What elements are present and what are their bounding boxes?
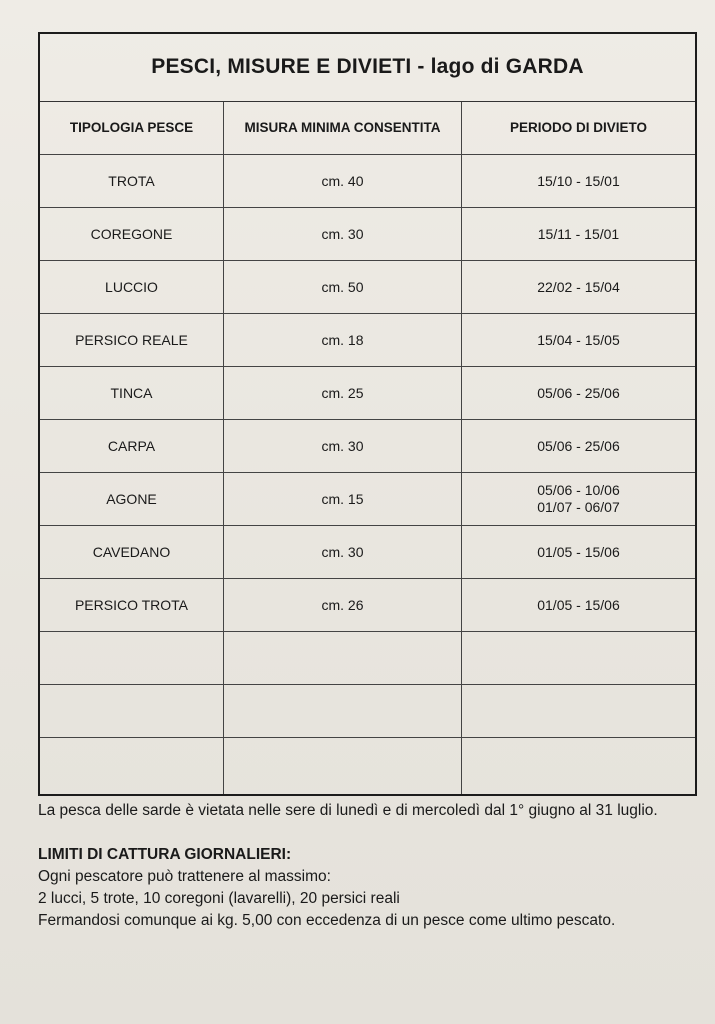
table-row [40, 526, 695, 579]
period-line: 15/04 - 15/05 [537, 331, 620, 348]
min-size-cell: cm. 30 [224, 208, 462, 260]
table-row [40, 314, 695, 367]
min-size-cell: cm. 30 [224, 526, 462, 578]
species-cell: AGONE [40, 473, 224, 525]
period-cell [462, 208, 695, 260]
species-cell: PERSICO REALE [40, 314, 224, 366]
period-cell [462, 526, 695, 578]
min-size-cell: cm. 30 [224, 420, 462, 472]
min-size-cell: cm. 25 [224, 367, 462, 419]
period-line: 05/06 - 10/06 [537, 482, 620, 499]
header-species: TIPOLOGIA PESCE [40, 102, 224, 154]
table-row [40, 155, 695, 208]
species-cell: TINCA [40, 367, 224, 419]
min-size-cell: cm. 26 [224, 579, 462, 631]
table-row [40, 261, 695, 314]
table-row [40, 208, 695, 261]
limits-line: Fermandosi comunque ai kg. 5,00 con eccedenza di un pesce come ultimo pescato. [38, 912, 616, 929]
min-size-cell [224, 685, 462, 737]
species-cell [40, 632, 224, 684]
species-cell: CARPA [40, 420, 224, 472]
period-line: 15/10 - 15/01 [537, 172, 620, 189]
species-cell: CAVEDANO [40, 526, 224, 578]
limits-line: 2 lucci, 5 trote, 10 coregoni (lavarelli), 20 persici reali [38, 890, 400, 907]
period-cell [462, 473, 695, 525]
table-row [40, 685, 695, 738]
period-cell [462, 738, 695, 794]
table-row [40, 367, 695, 420]
table-body [40, 155, 695, 794]
species-cell: PERSICO TROTA [40, 579, 224, 631]
min-size-cell: cm. 40 [224, 155, 462, 207]
period-cell [462, 579, 695, 631]
table-row [40, 579, 695, 632]
min-size-cell: cm. 50 [224, 261, 462, 313]
period-cell [462, 314, 695, 366]
min-size-cell [224, 632, 462, 684]
species-cell: COREGONE [40, 208, 224, 260]
period-line: 01/05 - 15/06 [537, 596, 620, 613]
period-cell [462, 261, 695, 313]
species-cell [40, 738, 224, 794]
table-row [40, 632, 695, 685]
period-line: 22/02 - 15/04 [537, 278, 620, 295]
min-size-cell [224, 738, 462, 794]
min-size-cell: cm. 18 [224, 314, 462, 366]
header-period: PERIODO DI DIVIETO [509, 119, 648, 135]
table-row [40, 420, 695, 473]
table-title: PESCI, MISURE E DIVIETI - lago di GARDA [40, 34, 695, 102]
period-line: 05/06 - 25/06 [537, 437, 620, 454]
period-line: 15/11 - 15/01 [537, 225, 620, 242]
sardine-note: La pesca delle sarde è vietata nelle sere di lunedì e di mercoledì dal 1° giugno al 31 luglio. [38, 802, 658, 819]
limits-line: Ogni pescatore può trattenere al massimo: [38, 868, 331, 885]
period-line: 01/07 - 06/07 [537, 499, 620, 515]
period-cell [462, 632, 695, 684]
period-cell [462, 155, 695, 207]
period-cell [462, 685, 695, 737]
notes-section [38, 800, 688, 932]
period-cell [462, 420, 695, 472]
period-cell [462, 367, 695, 419]
period-line: 01/05 - 15/06 [537, 543, 620, 560]
regulations-table [38, 32, 697, 796]
table-header-row [40, 102, 695, 155]
table-row [40, 473, 695, 526]
limits-title: LIMITI DI CATTURA GIORNALIERI: [38, 846, 292, 863]
table-row [40, 738, 695, 794]
header-min-size: MISURA MINIMA CONSENTITA [224, 102, 462, 154]
species-cell: TROTA [40, 155, 224, 207]
min-size-cell: cm. 15 [224, 473, 462, 525]
period-line: 05/06 - 25/06 [537, 384, 620, 401]
species-cell: LUCCIO [40, 261, 224, 313]
species-cell [40, 685, 224, 737]
